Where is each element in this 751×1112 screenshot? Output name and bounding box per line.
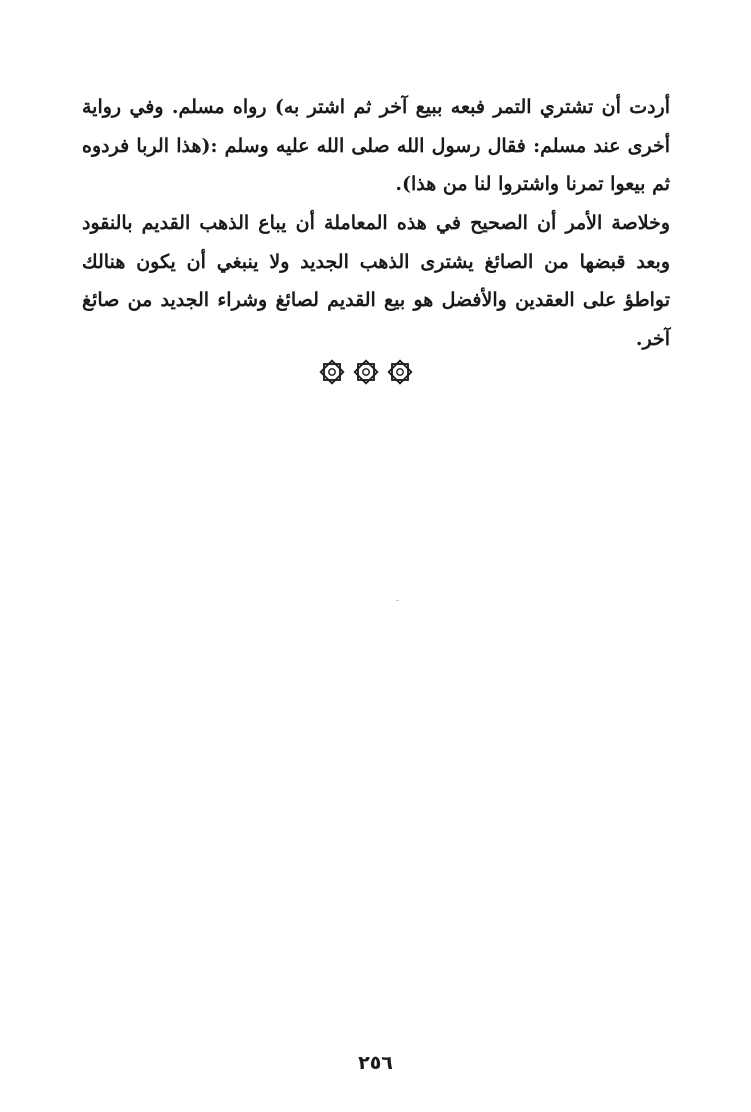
octagram-star-icon [352,358,380,386]
paragraph-hadith-narration [82,88,670,204]
paragraph-text: أردت أن تشتري التمر فبعه ببيع آخر ثم اشتر به) رواه مسلم. وفي رواية أخرى عند مسلم: فقال رسول الله صلى الله عليه وسلم :(هذا الربا فردوه ثم بيعوا تمرنا واشتروا لنا من هذا). [82,96,670,195]
paragraph-conclusion [82,204,670,358]
paragraph-text: وخلاصة الأمر أن الصحيح في هذه المعاملة أن يباع الذهب القديم بالنقود وبعد قبضها من الصائغ يشترى الذهب الجديد ولا ينبغي أن يكون هنالك تواطؤ على العقدين والأفضل هو بيع القديم لصائغ وشراء الجديد من صائغ آخر. [82,212,670,350]
page-number: ٢٥٦ [358,1052,393,1074]
section-end-ornament [318,357,414,387]
octagram-star-icon [386,358,414,386]
octagram-star-icon [318,358,346,386]
scan-speck [396,600,399,601]
